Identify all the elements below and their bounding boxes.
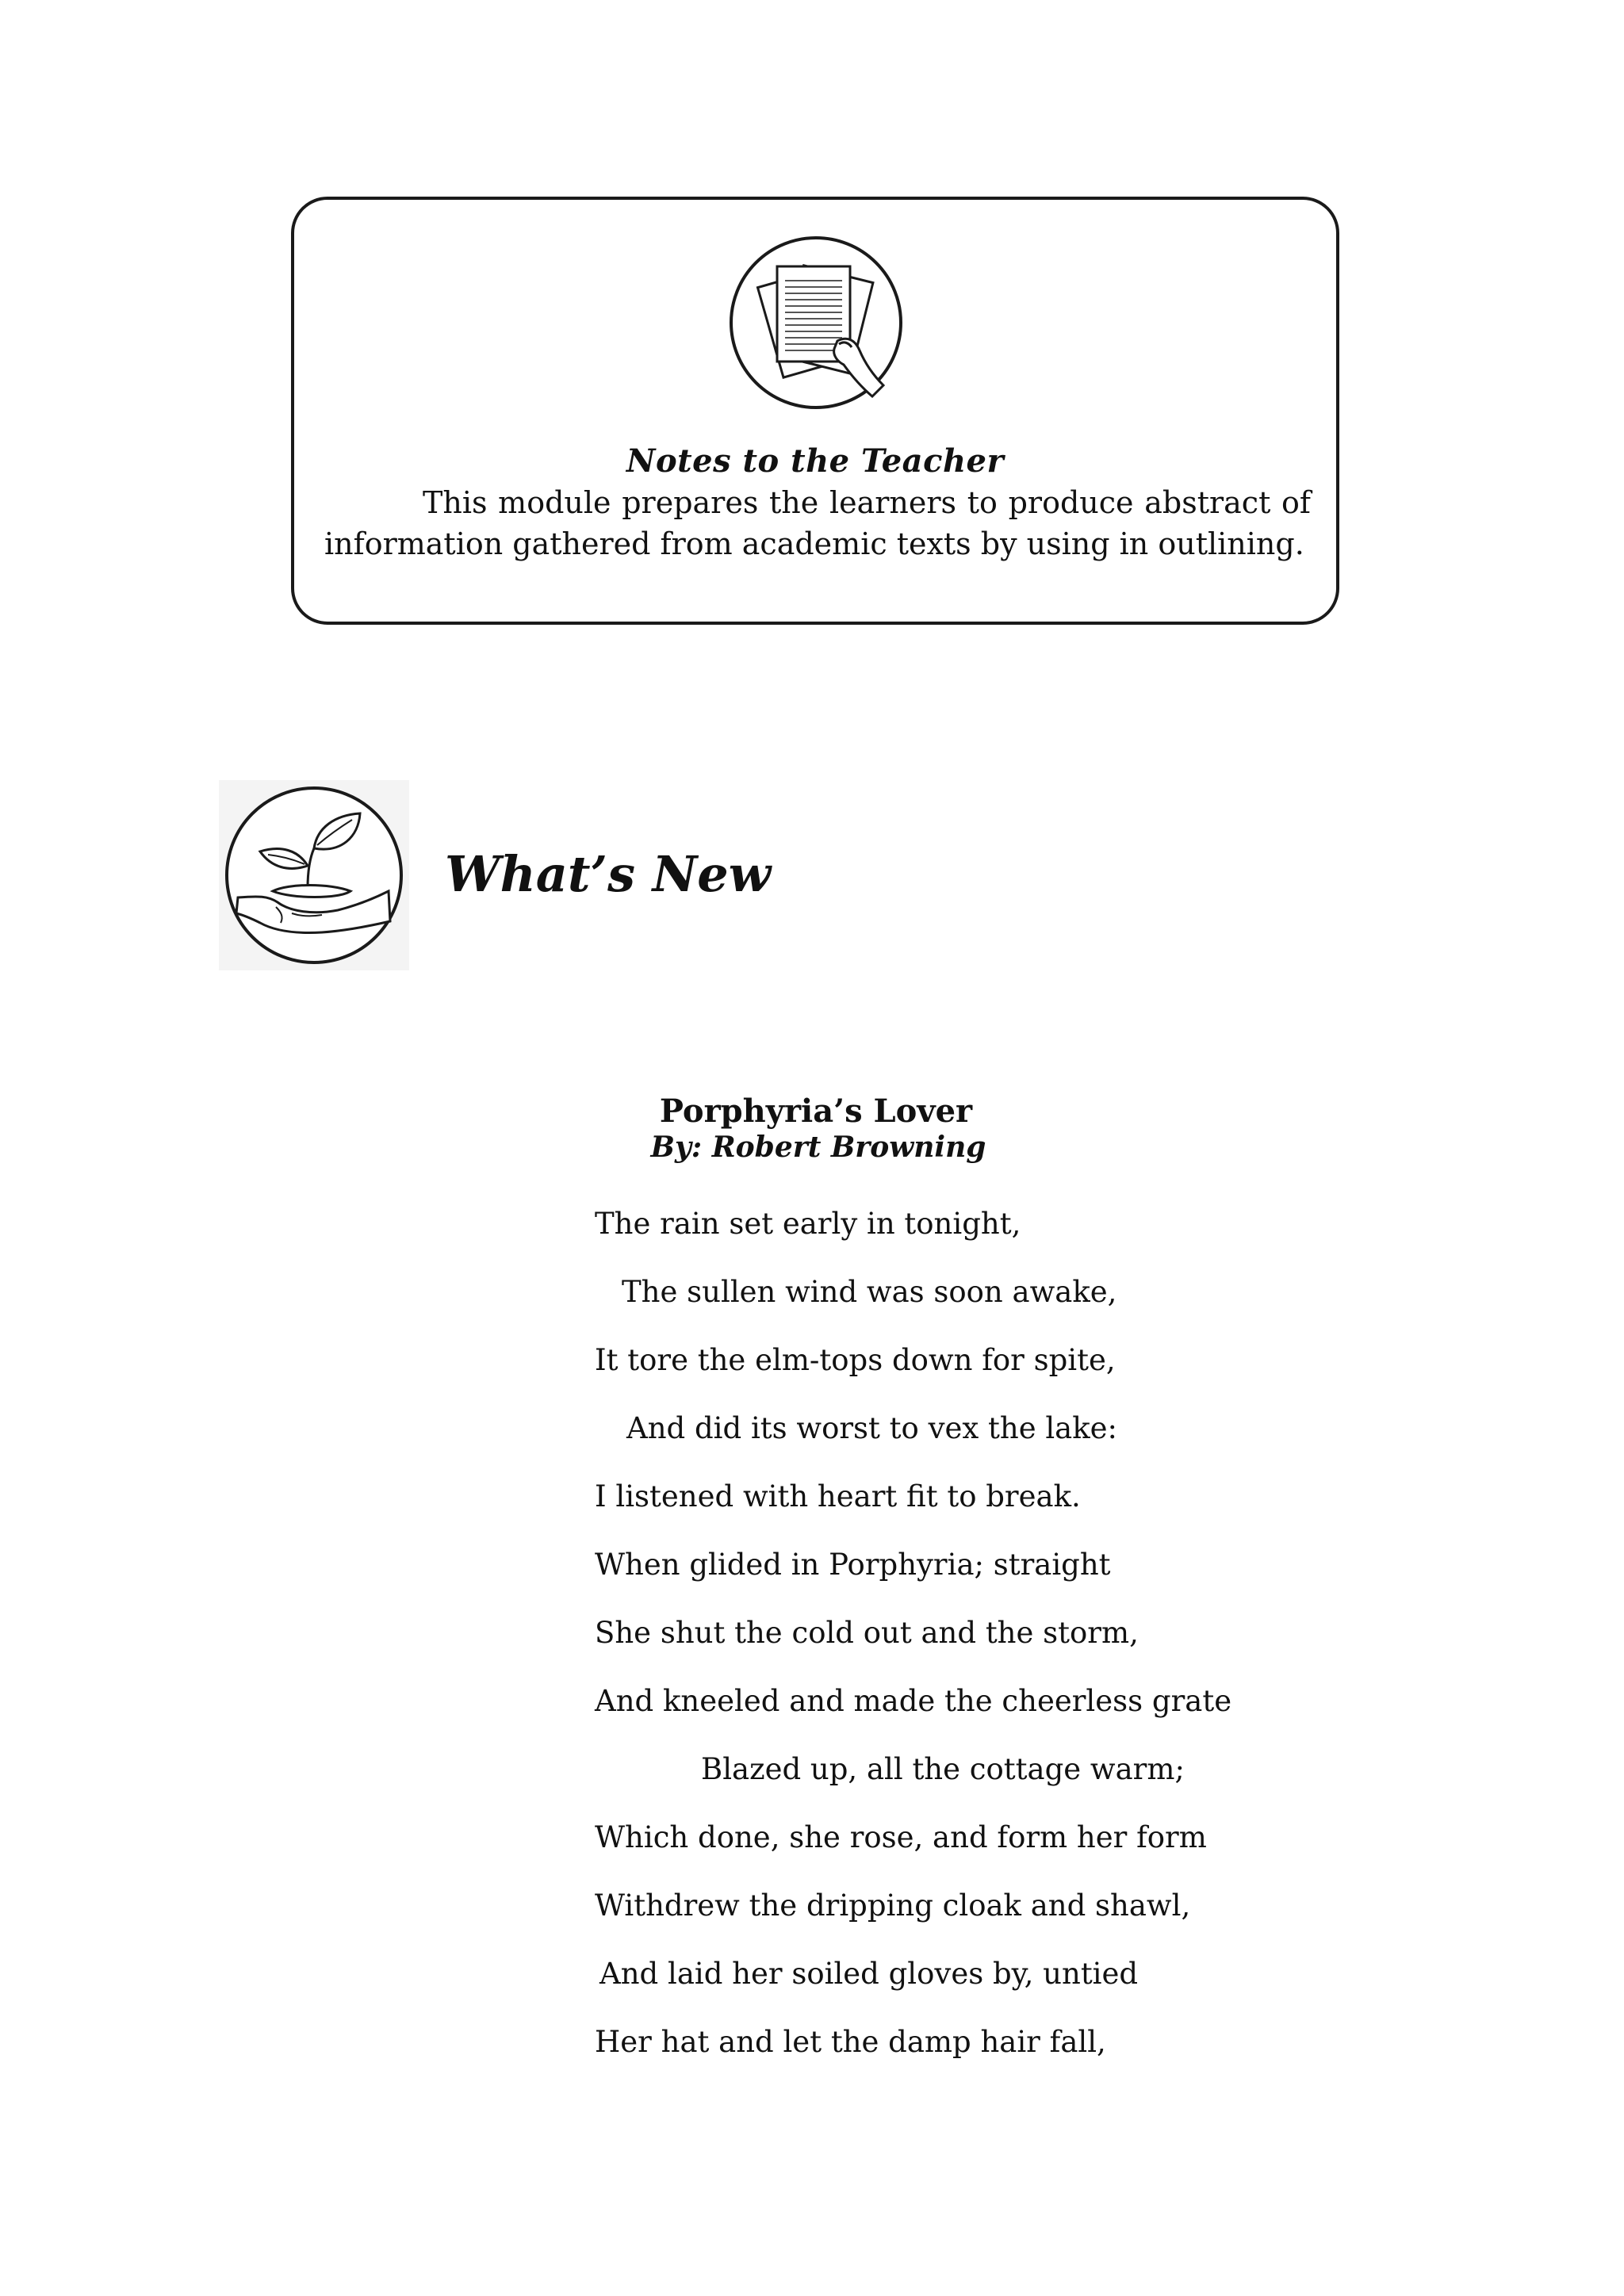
poem-line: It tore the elm-tops down for spite, (595, 1343, 1116, 1377)
poem-line: Which done, she rose, and form her form (595, 1820, 1207, 1854)
poem-line: When glided in Porphyria; straight (595, 1548, 1111, 1582)
poem-line: And kneeled and made the cheerless grate (595, 1684, 1232, 1718)
papers-in-hand-icon (728, 235, 904, 411)
poem-line: She shut the cold out and the storm, (595, 1616, 1139, 1650)
poem-line: Her hat and let the damp hair fall, (595, 2025, 1106, 2059)
poem-author: By: Robert Browning (650, 1131, 986, 1164)
poem-line: And laid her soiled gloves by, untied (599, 1957, 1139, 1991)
poem-title: Porphyria’s Lover (659, 1093, 973, 1130)
notes-body: This module prepares the learners to produce abstract of information gathered from academic texts by using in outlining. (324, 485, 1311, 561)
poem-line: The sullen wind was soon awake, (622, 1275, 1117, 1309)
sprout-in-hand-icon (219, 780, 409, 970)
notes-title: Notes to the Teacher (626, 442, 1005, 480)
poem-line: Blazed up, all the cottage warm; (701, 1752, 1185, 1786)
poem-line: Withdrew the dripping cloak and shawl, (595, 1888, 1191, 1923)
poem-line: And did its worst to vex the lake: (626, 1411, 1118, 1445)
section-heading: What’s New (445, 845, 772, 903)
poem-line: The rain set early in tonight, (595, 1207, 1021, 1241)
notes-to-teacher-box (291, 197, 1339, 625)
poem-line: I listened with heart fit to break. (595, 1479, 1081, 1513)
